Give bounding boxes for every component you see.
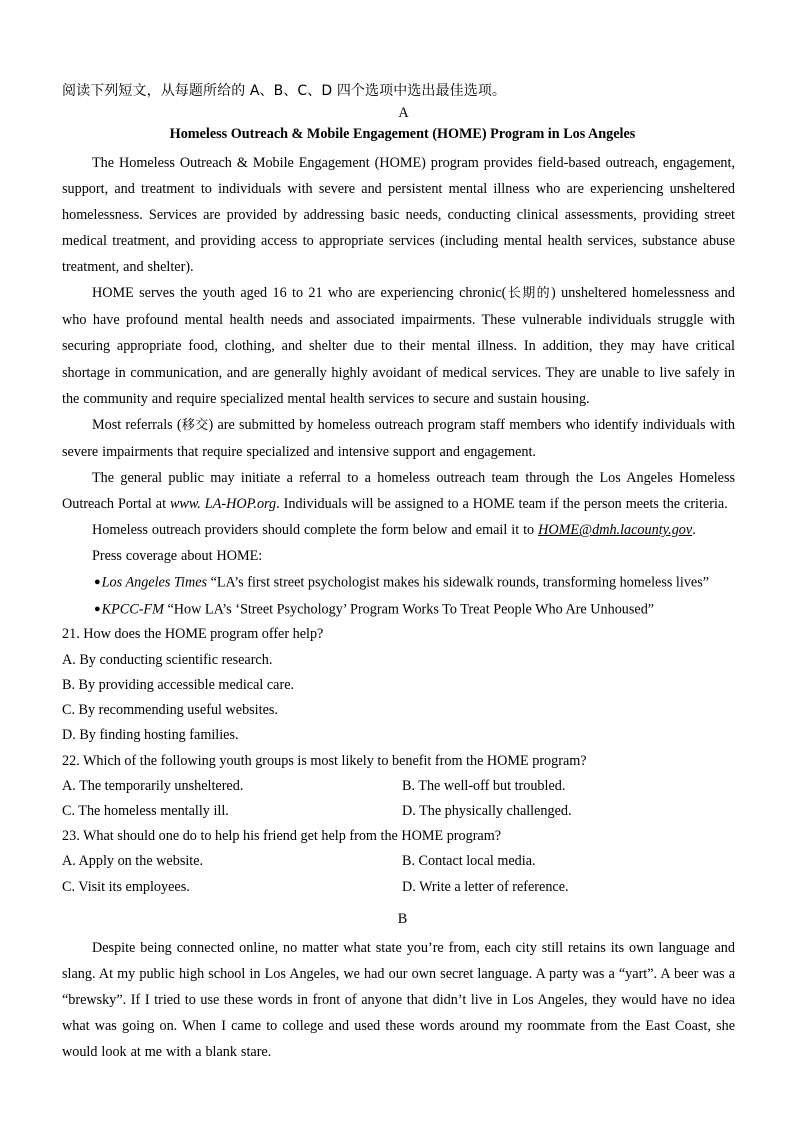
question-23-option-c[interactable]: C. Visit its employees. xyxy=(62,878,190,895)
question-23-options-row-1 xyxy=(62,849,735,874)
para3-pre: Most referrals ( xyxy=(92,416,182,433)
passage-title-a: Homeless Outreach & Mobile Engagement (HOME) Program in Los Angeles xyxy=(169,125,636,142)
para4-pre: The general public may initiate a referral to a homeless outreach team through the Los Angeles Homeless Outreach Portal at xyxy=(62,469,735,513)
question-21-option-b[interactable]: B. By providing accessible medical care. xyxy=(62,676,295,693)
question-23-option-d[interactable]: D. Write a letter of reference. xyxy=(402,878,569,895)
section-marker-b: B xyxy=(397,910,408,927)
la-hop-url[interactable]: www. LA-HOP.org xyxy=(169,496,277,513)
question-21-option-c[interactable]: C. By recommending useful websites. xyxy=(62,702,278,719)
para3-chinese-gloss: 移交 xyxy=(181,417,209,433)
press-source-2: KPCC-FM xyxy=(101,601,164,618)
question-23-option-b[interactable]: B. Contact local media. xyxy=(402,853,536,870)
passage-b-paragraph-1: Despite being connected online, no matter what state you’re from, each city still retains its own language and slang. At my public high school in Los Angeles, we had our own secret language. A party was a “yart”. A beer was a “brewsky”. If I tried to use these words in front of anyone that didn’t live in Los Angeles, they would have no idea what was going on. When I came to college and used these words around my roommate from the East Coast, she would look at me with a blank stare. xyxy=(62,940,735,1061)
passage-a-paragraph-2 xyxy=(62,280,735,411)
press-headline-1: “LA’s first street psychologist makes his sidewalk rounds, transforming homeless lives” xyxy=(210,574,710,591)
para3-post: ) are submitted by homeless outreach program staff members who identify individuals with severe impairments that require specialized and intensive support and engagement. xyxy=(62,416,735,460)
press-headline-2: “How LA’s ‘Street Psychology’ Program Works To Treat People Who Are Unhoused” xyxy=(167,601,655,618)
question-22-option-c[interactable]: C. The homeless mentally ill. xyxy=(62,802,229,819)
passage-a-paragraph-3 xyxy=(62,412,735,465)
bullet-dot-icon: ● xyxy=(94,576,101,589)
para5-post: . xyxy=(692,522,696,539)
reading-instruction-text: 阅读下列短文，从每题所给的 A、B、C、D 四个选项中选出最佳选项。 xyxy=(62,83,507,99)
question-23-option-a[interactable]: A. Apply on the website. xyxy=(62,853,204,870)
question-22-option-a[interactable]: A. The temporarily unsheltered. xyxy=(62,777,244,794)
question-22-stem: 22. Which of the following youth groups is most likely to benefit from the HOME program? xyxy=(62,752,587,769)
para2-chinese-gloss: 长期的 xyxy=(506,286,552,302)
para2-pre: HOME serves the youth aged 16 to 21 who are experiencing chronic( xyxy=(92,285,507,302)
passage-a-paragraph-5 xyxy=(62,517,735,543)
para2-post: ) unsheltered homelessness and who have profound mental health needs and associated impairments. These vulnerable individuals struggle with securing appropriate food, clothing, and shelter due to their mental illness. In addition, they may have critical shortage in communication, and are generally highly avoidant of medical services. They are unable to live safely in the community and require specialized mental health services to secure and sustain housing. xyxy=(62,285,735,407)
question-22-option-b[interactable]: B. The well-off but troubled. xyxy=(402,777,566,794)
press-bullet-2 xyxy=(62,596,735,623)
para5-pre: Homeless outreach providers should complete the form below and email it to xyxy=(92,522,539,539)
para4-post: . Individuals will be assigned to a HOME team if the person meets the criteria. xyxy=(276,496,728,513)
passage-a-paragraph-4 xyxy=(62,465,735,517)
reading-instruction xyxy=(62,84,735,98)
question-22-options-row-2 xyxy=(62,799,735,824)
question-22-option-d[interactable]: D. The physically challenged. xyxy=(402,802,572,819)
section-marker-a: A xyxy=(398,105,409,122)
question-21-option-a[interactable]: A. By conducting scientific research. xyxy=(62,651,273,668)
question-23-stem: 23. What should one do to help his friend get help from the HOME program? xyxy=(62,828,502,845)
question-22-options-row-1 xyxy=(62,774,735,799)
passage-a-paragraph-1: The Homeless Outreach & Mobile Engagement (HOME) program provides field-based outreach, engagement, support, and treatment to individuals with severe and persistent mental illness who are experiencing unsheltered homelessness. Services are provided by addressing basic needs, conducting clinical assessments, providing street medical treatment, and providing access to appropriate services (including mental health services, substance abuse treatment, and shelter). xyxy=(62,154,735,276)
question-23-options-row-2 xyxy=(62,875,735,900)
question-21-stem: 21. How does the HOME program offer help? xyxy=(62,626,324,643)
question-21-option-d[interactable]: D. By finding hosting families. xyxy=(62,727,239,744)
press-bullet-1 xyxy=(62,569,735,596)
press-coverage-heading: Press coverage about HOME: xyxy=(92,548,263,565)
press-source-1: Los Angeles Times xyxy=(101,574,208,591)
bullet-dot-icon: ● xyxy=(94,602,101,615)
home-email-link[interactable]: HOME@dmh.lacounty.gov xyxy=(538,522,693,539)
